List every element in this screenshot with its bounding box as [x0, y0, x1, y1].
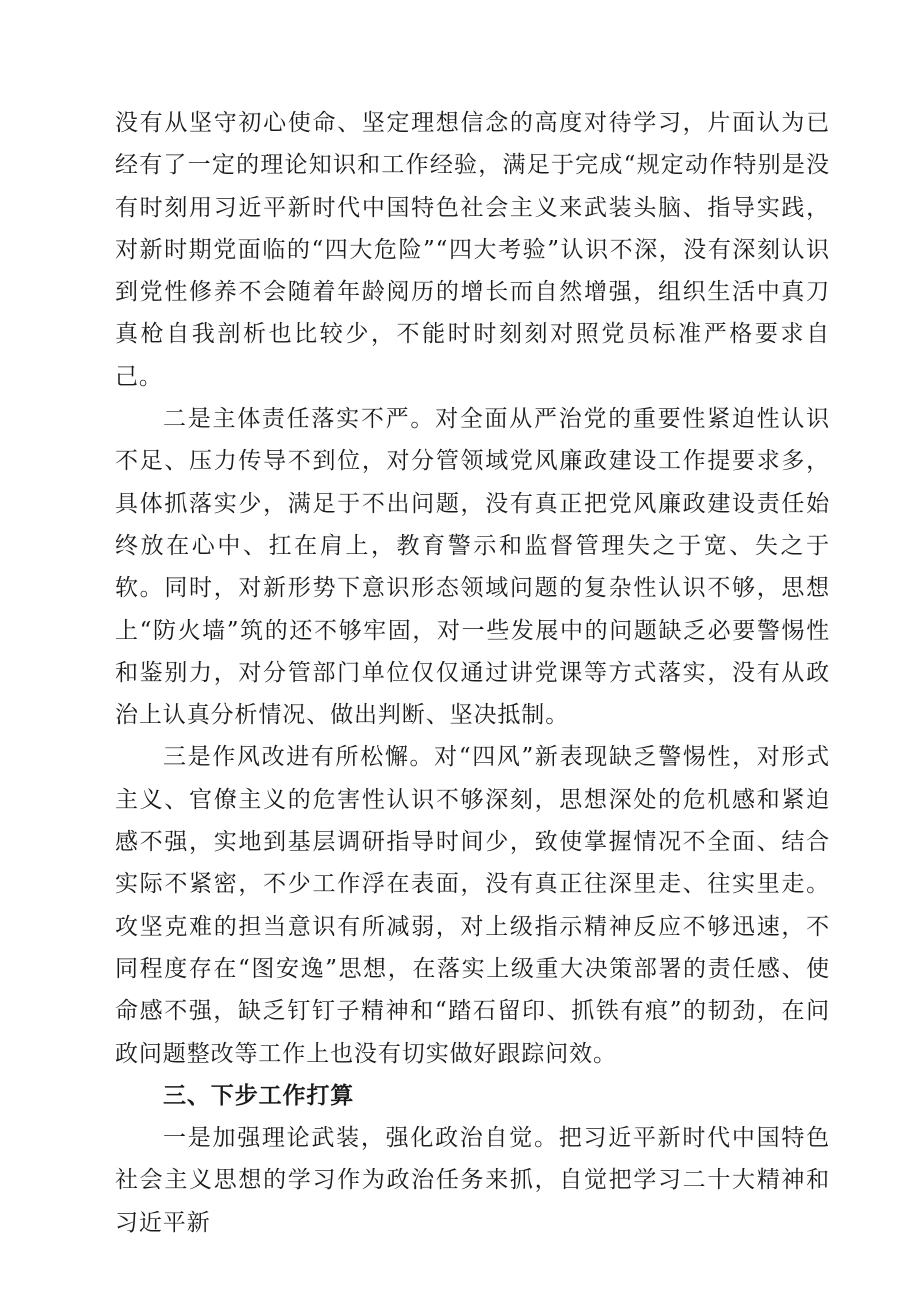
paragraph-continuation: 没有从坚守初心使命、坚定理想信念的高度对待学习，片面认为已经有了一定的理论知识和工作经验，满足于完成“规定动作特别是没有时刻用习近平新时代中国特色社会主义来武装头脑、指导实践，对新时期党面临的“四大危险”“四大考验”认识不深，没有深刻认识到党性修养不会随着年龄阅历的增长而自然增强，组织生活中真刀真枪自我剖析也比较少，不能时时刻刻对照党员标准严格要求自己。 — [115, 110, 830, 390]
section-heading: 三、下步工作打算 — [163, 1082, 355, 1109]
paragraph-theory: 一是加强理论武装，强化政治自觉。把习近平新时代中国特色社会主义思想的学习作为政治任务来抓，自觉把学习二十大精神和习近平新 — [115, 1125, 830, 1236]
document-body — [115, 102, 830, 1244]
paragraph-work-style: 三是作风改进有所松懈。对“四风”新表现缺乏警惕性，对形式主义、官僚主义的危害性认识不够深刻，思想深处的危机感和紧迫感不强，实地到基层调研指导时间少，致使掌握情况不全面、结合实际不紧密，不少工作浮在表面，没有真正往深里走、往实里走。攻坚克难的担当意识有所减弱，对上级指示精神反应不够迅速，不同程度存在“图安逸”思想，在落实上级重大决策部署的责任感、使命感不强，缺乏钉钉子精神和“踏石留印、抓铁有痕”的韧劲，在问政问题整改等工作上也没有切实做好跟踪问效。 — [115, 744, 830, 1067]
paragraph-responsibility: 二是主体责任落实不严。对全面从严治党的重要性紧迫性认识不足、压力传导不到位，对分管领域党风廉政建设工作提要求多，具体抓落实少，满足于不出问题，没有真正把党风廉政建设责任始终放在心中、扛在肩上，教育警示和监督管理失之于宽、失之于软。同时，对新形势下意识形态领域问题的复杂性认识不够，思想上“防火墙”筑的还不够牢固，对一些发展中的问题缺乏必要警惕性和鉴别力，对分管部门单位仅仅通过讲党课等方式落实，没有从政治上认真分析情况、做出判断、坚决抵制。 — [115, 406, 830, 729]
